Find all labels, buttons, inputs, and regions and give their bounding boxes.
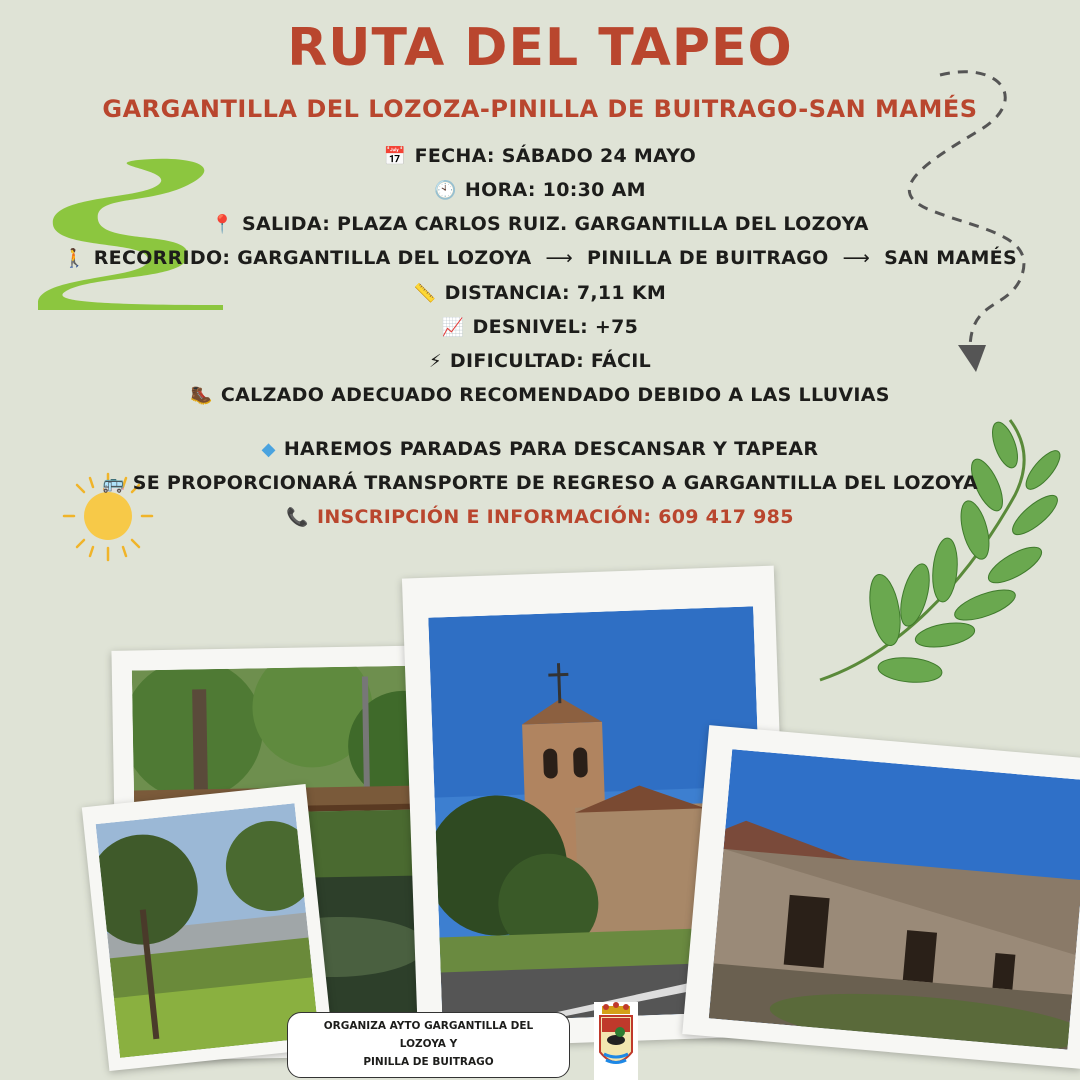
hora-text: HORA: 10:30 AM bbox=[464, 179, 646, 201]
salida-text: SALIDA: PLAZA CARLOS RUIZ. GARGANTILLA DEL LOZOYA bbox=[242, 213, 869, 235]
bus-icon: 🚌 bbox=[102, 473, 125, 494]
dificultad-text: DIFICULTAD: FÁCIL bbox=[449, 350, 652, 372]
clock-icon: 🕙 bbox=[434, 180, 457, 201]
paradas-line bbox=[0, 438, 1080, 460]
salida-line bbox=[0, 213, 1080, 235]
recorrido-line bbox=[0, 247, 1080, 269]
desnivel-text: DESNIVEL: +75 bbox=[472, 316, 639, 338]
hora-line bbox=[0, 179, 1080, 201]
calendar-icon: 📅 bbox=[383, 146, 407, 167]
inscripcion-text: INSCRIPCIÓN E INFORMACIÓN: 609 417 985 bbox=[316, 506, 794, 528]
desnivel-line bbox=[0, 316, 1080, 338]
calzado-line bbox=[0, 384, 1080, 406]
fecha-line bbox=[0, 145, 1080, 167]
lightning-icon: ⚡ bbox=[428, 351, 442, 372]
poster-title: RUTA DEL TAPEO bbox=[287, 18, 793, 78]
transporte-text: SE PROPORCIONARÁ TRANSPORTE DE REGRESO A GARGANTILLA DEL LOZOYA bbox=[132, 472, 978, 494]
boot-icon: 🥾 bbox=[190, 385, 213, 406]
recorrido-text: RECORRIDO: GARGANTILLA DEL LOZOYA bbox=[93, 247, 532, 269]
coat-of-arms-logo bbox=[592, 1002, 640, 1080]
photo-house-frame bbox=[682, 725, 1080, 1069]
walker-icon: 🚶 bbox=[63, 248, 86, 269]
fecha-text: FECHA: SÁBADO 24 MAYO bbox=[414, 145, 697, 167]
photo-landscape bbox=[96, 803, 319, 1058]
arrow-icon: ⟶ bbox=[545, 247, 574, 269]
transporte-line bbox=[0, 472, 1080, 494]
dificultad-line bbox=[0, 350, 1080, 372]
arrow-icon: ⟶ bbox=[842, 247, 871, 269]
inscripcion-line bbox=[0, 506, 1080, 528]
organiza-line-1: ORGANIZA AYTO GARGANTILLA DEL LOZOYA Y bbox=[323, 1020, 534, 1051]
poster-subtitle: GARGANTILLA DEL LOZOZA-PINILLA DE BUITRAGO-SAN MAMÉS bbox=[102, 95, 978, 123]
calzado-text: CALZADO ADECUADO RECOMENDADO DEBIDO A LAS LLUVIAS bbox=[220, 384, 890, 406]
organiza-box bbox=[287, 1012, 570, 1078]
distancia-line bbox=[0, 282, 1080, 304]
ruler-icon: 📏 bbox=[413, 283, 437, 304]
phone-icon: 📞 bbox=[286, 507, 309, 528]
chart-icon: 📈 bbox=[441, 317, 465, 338]
diamond-icon: ◆ bbox=[261, 439, 276, 460]
recorrido-stop2: PINILLA DE BUITRAGO bbox=[587, 247, 829, 269]
photo-house bbox=[709, 749, 1080, 1049]
organiza-line-2: PINILLA DE BUITRAGO bbox=[363, 1055, 494, 1068]
paradas-text: HAREMOS PARADAS PARA DESCANSAR Y TAPEAR bbox=[283, 438, 819, 460]
recorrido-stop3: SAN MAMÉS bbox=[884, 247, 1017, 269]
distancia-text: DISTANCIA: 7,11 KM bbox=[444, 282, 667, 304]
pin-icon: 📍 bbox=[211, 214, 235, 235]
